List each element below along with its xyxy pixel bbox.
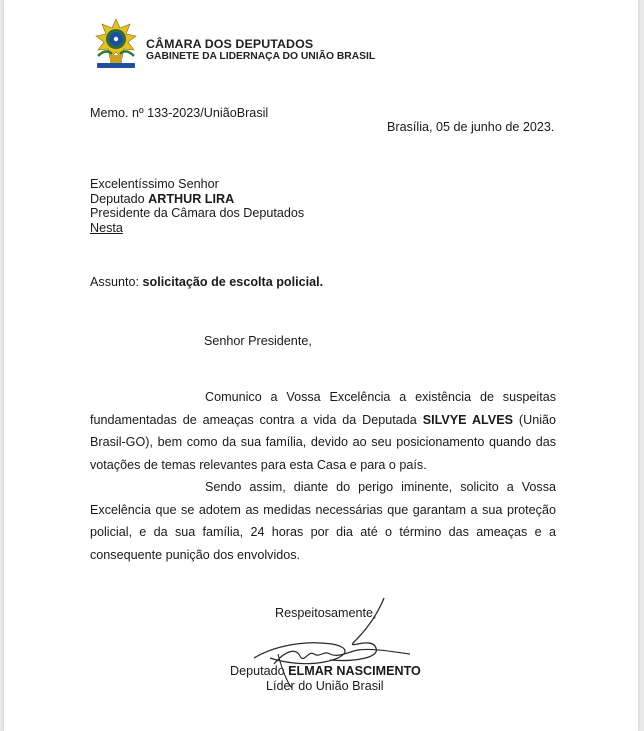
- body-line: consequente punição dos envolvidos.: [90, 547, 301, 562]
- body-line: Comunico a Vossa Excelência a existência de suspeitas: [205, 390, 556, 404]
- recipient-name-line: [90, 192, 304, 207]
- body-line: Excelência que se adotem as medidas necessárias que garantam a sua proteção: [90, 502, 556, 517]
- recipient-name: ARTHUR LIRA: [148, 191, 235, 206]
- body-text: (União: [518, 412, 557, 427]
- closing: Respeitosamente,: [275, 606, 377, 620]
- place-date: Brasília, 05 de junho de 2023.: [387, 120, 555, 134]
- body-line: Brasil-GO), bem como da sua família, devido ao seu posicionamento quando das: [90, 435, 556, 449]
- body-text: fundamentadas de ameaças contra a vida da Deputada: [90, 412, 417, 427]
- coat-of-arms-icon: [92, 18, 140, 70]
- body-line: votações de temas relevantes para esta Casa e para o país.: [90, 457, 427, 472]
- body-line: Sendo assim, diante do perigo iminente, solicito a Vossa: [205, 480, 556, 494]
- recipient-block: [90, 177, 304, 235]
- signatory-line: [230, 664, 421, 679]
- recipient-salutation: Excelentíssimo Senhor: [90, 177, 219, 191]
- deputy-name: SILVYE ALVES: [422, 412, 514, 427]
- letterhead: [92, 18, 412, 74]
- signatory-name: ELMAR NASCIMENTO: [288, 664, 421, 678]
- memo-number: Memo. nº 133-2023/UniãoBrasil: [90, 106, 269, 120]
- signatory-role: Líder do União Brasil: [266, 679, 384, 693]
- greeting: Senhor Presidente,: [204, 334, 312, 348]
- memo-page: [4, 0, 638, 731]
- body-paragraph: [90, 476, 556, 566]
- office-name: GABINETE DA LIDERNAÇA DO UNIÃO BRASIL: [146, 51, 376, 62]
- recipient-title: Deputado: [90, 191, 145, 206]
- institution-name: CÂMARA DOS DEPUTADOS: [146, 37, 314, 51]
- subject-text: solicitação de escolta policial.: [142, 275, 324, 289]
- body-line: [90, 409, 556, 432]
- recipient-location: Nesta: [90, 220, 123, 235]
- body-paragraph: [90, 386, 556, 476]
- recipient-position: Presidente da Câmara dos Deputados: [90, 206, 305, 221]
- signatory-title: Deputado: [230, 664, 285, 678]
- subject-line: [90, 275, 323, 290]
- subject-label: Assunto:: [90, 275, 140, 289]
- body-line: policial, e da sua família, 24 horas por dia até o término das ameaças e a: [90, 525, 556, 539]
